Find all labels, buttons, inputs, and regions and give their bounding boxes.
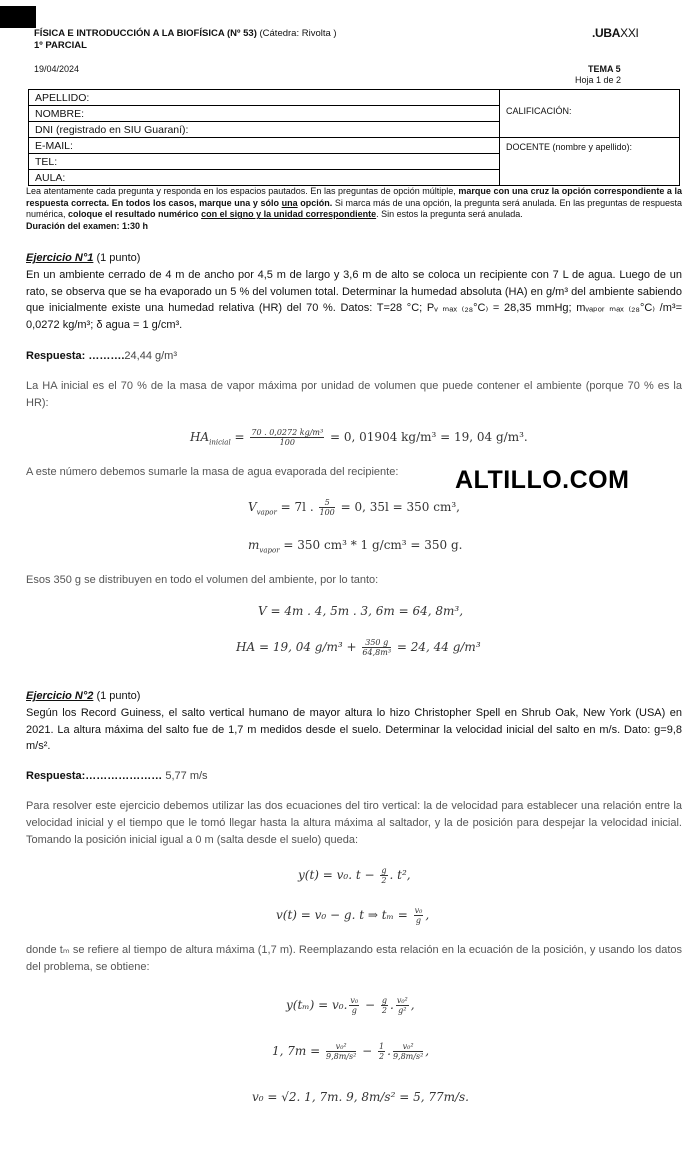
- ej1-heading: Ejercicio N°1 (1 punto): [26, 252, 141, 264]
- field-calificacion[interactable]: CALIFICACIÓN:: [500, 90, 680, 138]
- instructions: Lea atentamente cada pregunta y responda en los espacios pautados. En las preguntas de opción múltiple, marque con una cruz la opción correspondiente a la respuesta correcta. En todos los casos, marque una y sólo una opción. Si marca más de una opción, la pregunta será anulada. En las preguntas de respuesta numérica, coloque el resultado numérico con el signo y la unidad correspondiente. Sin estos la pregunta será anulada. Duración del examen: 1:30 h: [26, 186, 682, 231]
- exam-date: 19/04/2024: [34, 64, 80, 74]
- tema-label: TEMA 5: [588, 64, 621, 74]
- field-nombre[interactable]: NOMBRE:: [29, 106, 500, 122]
- ej1-eq-ha-inicial: $HA_{inicial}$ = $\frac{\text{70 . 0,0272 kg/m³}}{100}$ = 0, 01904 kg/m³ = 19, 04 g/m³.: [190, 428, 528, 447]
- ej2-heading: Ejercicio N°2 (1 punto): [26, 690, 141, 702]
- course-title: FÍSICA E INTRODUCCIÓN A LA BIOFÍSICA (Nº 53) (Cátedra: Rivolta ): [34, 28, 337, 39]
- page-indicator: Hoja 1 de 2: [575, 75, 622, 85]
- ej1-eq-volume: V = 4m . 4, 5m . 3, 6m = 64, 8m³,: [258, 604, 464, 618]
- ej1-eq-ha-final: HA = 19, 04 g/m³ + $\frac{350 g}{\text{64,8m³}}$ = 24, 44 g/m³: [236, 638, 481, 657]
- ej1-eq-mvapor: $m_{vapor} = 350$ cm³ * 1 g/cm³ = 350 g.: [248, 538, 463, 555]
- ej1-expl-3: Esos 350 g se distribuyen en todo el volumen del ambiente, por lo tanto:: [26, 574, 379, 586]
- field-aula[interactable]: AULA:: [29, 170, 500, 186]
- ej1-statement: En un ambiente cerrado de 4 m de ancho por 4,5 m de largo y 3,6 m de alto se coloca un recipiente con 7 L de agua. Luego de un rato, se observa que se ha evaporado un 5 % del volumen total. Determinar la humedad absoluta (HA) en g/m³ del ambiente sabiendo que inicialmente existe una humedad relativa (HR) del 70 %. Datos: T=28 °C; Pᵥ ₘₐₓ ₍₂₈°C₎ = 28,35 mmHg; mᵥₐₚₒᵣ ₘₐₓ ₍₂₈°C₎ /m³= 0,0272 kg/m³; δ agua = 1 g/cm³.: [26, 269, 682, 331]
- field-dni[interactable]: DNI (registrado en SIU Guaraní):: [29, 122, 500, 138]
- redaction-block: [0, 6, 36, 28]
- field-apellido[interactable]: APELLIDO:: [29, 90, 500, 106]
- ej2-eq-v0-result: v₀ = √2. 1, 7m. 9, 8m/s² = 5, 77m/s.: [252, 1090, 469, 1104]
- ej2-eq-velocity: v(t) = v₀ − g. t ⇒ tₘ = $\frac{\text{v₀}}{g}$ ,: [276, 906, 430, 925]
- ej1-expl-1: La HA inicial es el 70 % de la masa de vapor máxima por unidad de volumen que puede contener el ambiente (porque 70 % es la HR):: [26, 380, 682, 409]
- parcial-label: 1º PARCIAL: [34, 40, 87, 51]
- ej1-answer: Respuesta: ……….24,44 g/m³: [26, 350, 178, 362]
- student-form: [28, 89, 680, 186]
- uba-logo: .UBAXXI: [592, 26, 639, 40]
- ej2-answer: Respuesta:………………… 5,77 m/s: [26, 770, 208, 782]
- field-tel[interactable]: TEL:: [29, 154, 500, 170]
- ej2-eq-substituted: 1, 7m = $\frac{\text{v₀²}}{\text{9,8m/s²}}$ − $\frac{1}{2}$ . $\frac{\text{v₀²}}{\text{9,8m/s²}}$ ,: [272, 1042, 430, 1061]
- ej1-expl-2: A este número debemos sumarle la masa de agua evaporada del recipiente:: [26, 466, 399, 478]
- field-email[interactable]: E-MAIL:: [29, 138, 500, 154]
- ej2-eq-ytm: y(tₘ) = v₀. $\frac{\text{v₀}}{g}$ − $\frac{g}{2}$ . $\frac{\text{v₀²}}{\text{g²}}$ ,: [286, 996, 415, 1015]
- ej2-statement: Según los Record Guiness, el salto vertical humano de mayor altura lo hizo Christopher Spell en Shrub Oak, New York (USA) en 2021. La altura máxima del salto fue de 1,7 m medidos desde el suelo. Determinar la velocidad inicial del salto en m/s. Dato: g=9,8 m/s².: [26, 707, 682, 752]
- altillo-watermark: ALTILLO.COM: [455, 466, 630, 494]
- field-docente[interactable]: DOCENTE (nombre y apellido):: [500, 138, 680, 186]
- ej2-eq-position: y(t) = v₀. t − $\frac{g}{2}$ . t²,: [298, 866, 411, 885]
- ej2-expl-1: Para resolver este ejercicio debemos utilizar las dos ecuaciones del tiro vertical: la de velocidad para establecer una relación entre la velocidad inicial y el tiempo que le tomó llegar hasta la altura máxima al saltador, y la de posición para despejar la velocidad inicial. Tomando la posición inicial igual a 0 m (salta desde el suelo) queda:: [26, 800, 682, 846]
- ej2-expl-2: donde tₘ se refiere al tiempo de altura máxima (1,7 m). Reemplazando esta relación en la ecuación de la posición, y usando los datos del problema, se obtiene:: [26, 944, 682, 973]
- ej1-eq-vvapor: $V_{vapor} = 7l$ . $\frac{5}{100}$ = 0, 35l = 350 cm³,: [248, 498, 460, 517]
